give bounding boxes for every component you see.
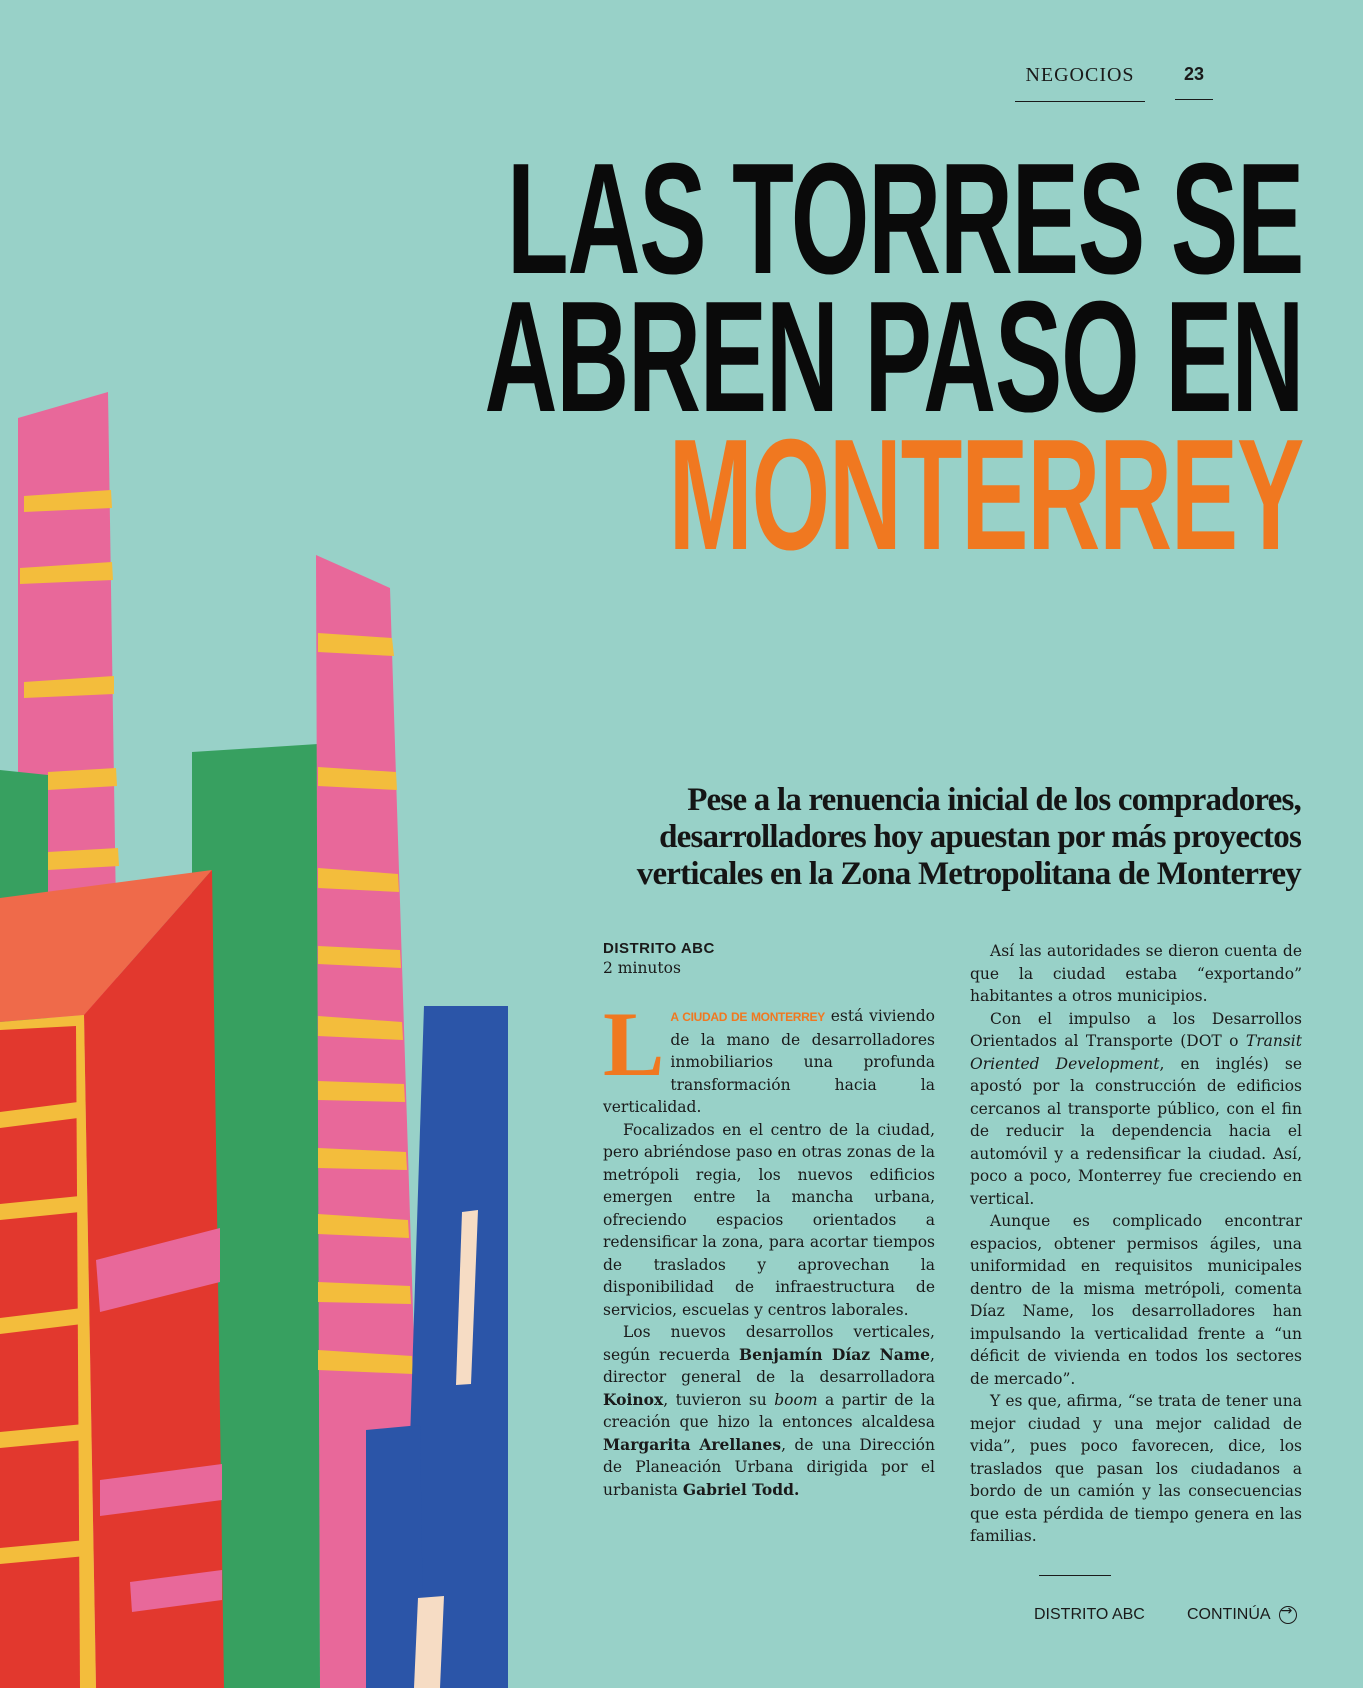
- headline-line-1: LAS TORRES SE: [506, 131, 1304, 307]
- section-name: NEGOCIOS: [1015, 64, 1145, 102]
- page-number: 23: [1175, 64, 1213, 100]
- read-time: 2 minutos: [603, 959, 681, 977]
- paragraph-text: Con el impulso a los Desarrollos Orientados al Transporte (DOT o: [970, 1009, 1302, 1050]
- article-paragraph: Aunque es complicado encontrar espacios, obtener permisos ágiles, una uniformidad en requisitos municipales dentro de la misma metrópoli, comenta Díaz Name, los desarrolladores han impulsando la verticalidad frente a “un déficit de vivienda en todos los sectores de mercado”.: [970, 1212, 1302, 1388]
- article-paragraph: Así las autoridades se dieron cuenta de que la ciudad estaba “exportando” habitantes a otros municipios.: [970, 942, 1302, 1005]
- front-building: [0, 870, 224, 1688]
- person-name: Benjamín Díaz Name: [739, 1344, 931, 1364]
- paragraph-text: a partir de la creación que hizo la entonces alcaldesa: [603, 1390, 935, 1431]
- italic-term: boom: [774, 1390, 818, 1409]
- person-name: Gabriel Todd.: [682, 1479, 800, 1499]
- company-name: Koinox: [603, 1389, 664, 1409]
- article-paragraph: [970, 1008, 1302, 1211]
- byline: [603, 940, 715, 977]
- article-paragraph: [603, 993, 935, 1119]
- paragraph-text: Los nuevos desarrollos verticales, según recuerda: [603, 1323, 935, 1364]
- footer-divider: [1039, 1575, 1111, 1576]
- paragraph-text: , tuvieron su: [663, 1390, 775, 1409]
- footer-source: DISTRITO ABC: [1034, 1606, 1145, 1623]
- headline-line-3: MONTERREY: [668, 407, 1303, 583]
- continue-label: CONTINÚA: [1187, 1606, 1271, 1623]
- page-header: [1015, 64, 1213, 102]
- article-paragraph: Y es que, afirma, “se trata de tener una mejor ciudad y una mejor calidad de vida”, pues poco favorecen, dice, los traslados que pasan los ciudadanos a bordo de un camión y las consecuencias que esta pérdida de tiempo genera en las familias.: [970, 1392, 1302, 1545]
- italic-term: Transit Oriented Development: [970, 1032, 1302, 1073]
- paragraph-text: , en inglés) se apostó por la construcción de edificios cercanos al transporte público, con el fin de reducir la dependencia hacia el automóvil y a redensificar la ciudad. Así, poco a poco, Monterrey fue creciendo en vertical.: [970, 1054, 1302, 1208]
- deck: Pese a la renuencia inicial de los compradores, desarrolladores hoy apuestan por más proyectos verticales en la Zona Metropolitana de Monterrey: [636, 782, 1301, 892]
- paragraph-text: está viviendo de la mano de desarrolladores inmobiliarios una profunda transformación hacia la verticalidad.: [603, 1007, 935, 1116]
- lead-in: A CIUDAD DE MONTERREY: [670, 1010, 825, 1024]
- article-paragraph: Focalizados en el centro de la ciudad, pero abriéndose paso en otras zonas de la metrópoli regia, los nuevos edificios emergen entre la mancha urbana, ofreciendo espacios orientados a redensificar la zona, para acortar tiempos de traslados y aprovechan la disponibilidad de infraestructura de servicios, escuelas y centros laborales.: [603, 1120, 935, 1319]
- article-paragraph: [603, 1321, 935, 1501]
- article-column-1: [603, 993, 935, 1501]
- paragraph-text: , director general de la desarrolladora: [603, 1345, 935, 1386]
- continue-link[interactable]: [1187, 1606, 1297, 1624]
- dropcap: L: [603, 993, 665, 1095]
- byline-author: DISTRITO ABC: [603, 940, 715, 957]
- headline-line-2: ABREN PASO EN: [484, 269, 1303, 445]
- arrow-circle-right-icon: [1279, 1606, 1297, 1624]
- paragraph-text: , de una Dirección de Planeación Urbana dirigida por el urbanista: [603, 1435, 935, 1499]
- person-name: Margarita Arellanes: [603, 1434, 782, 1454]
- article-column-2: [970, 940, 1302, 1548]
- headline: [24, 131, 1304, 583]
